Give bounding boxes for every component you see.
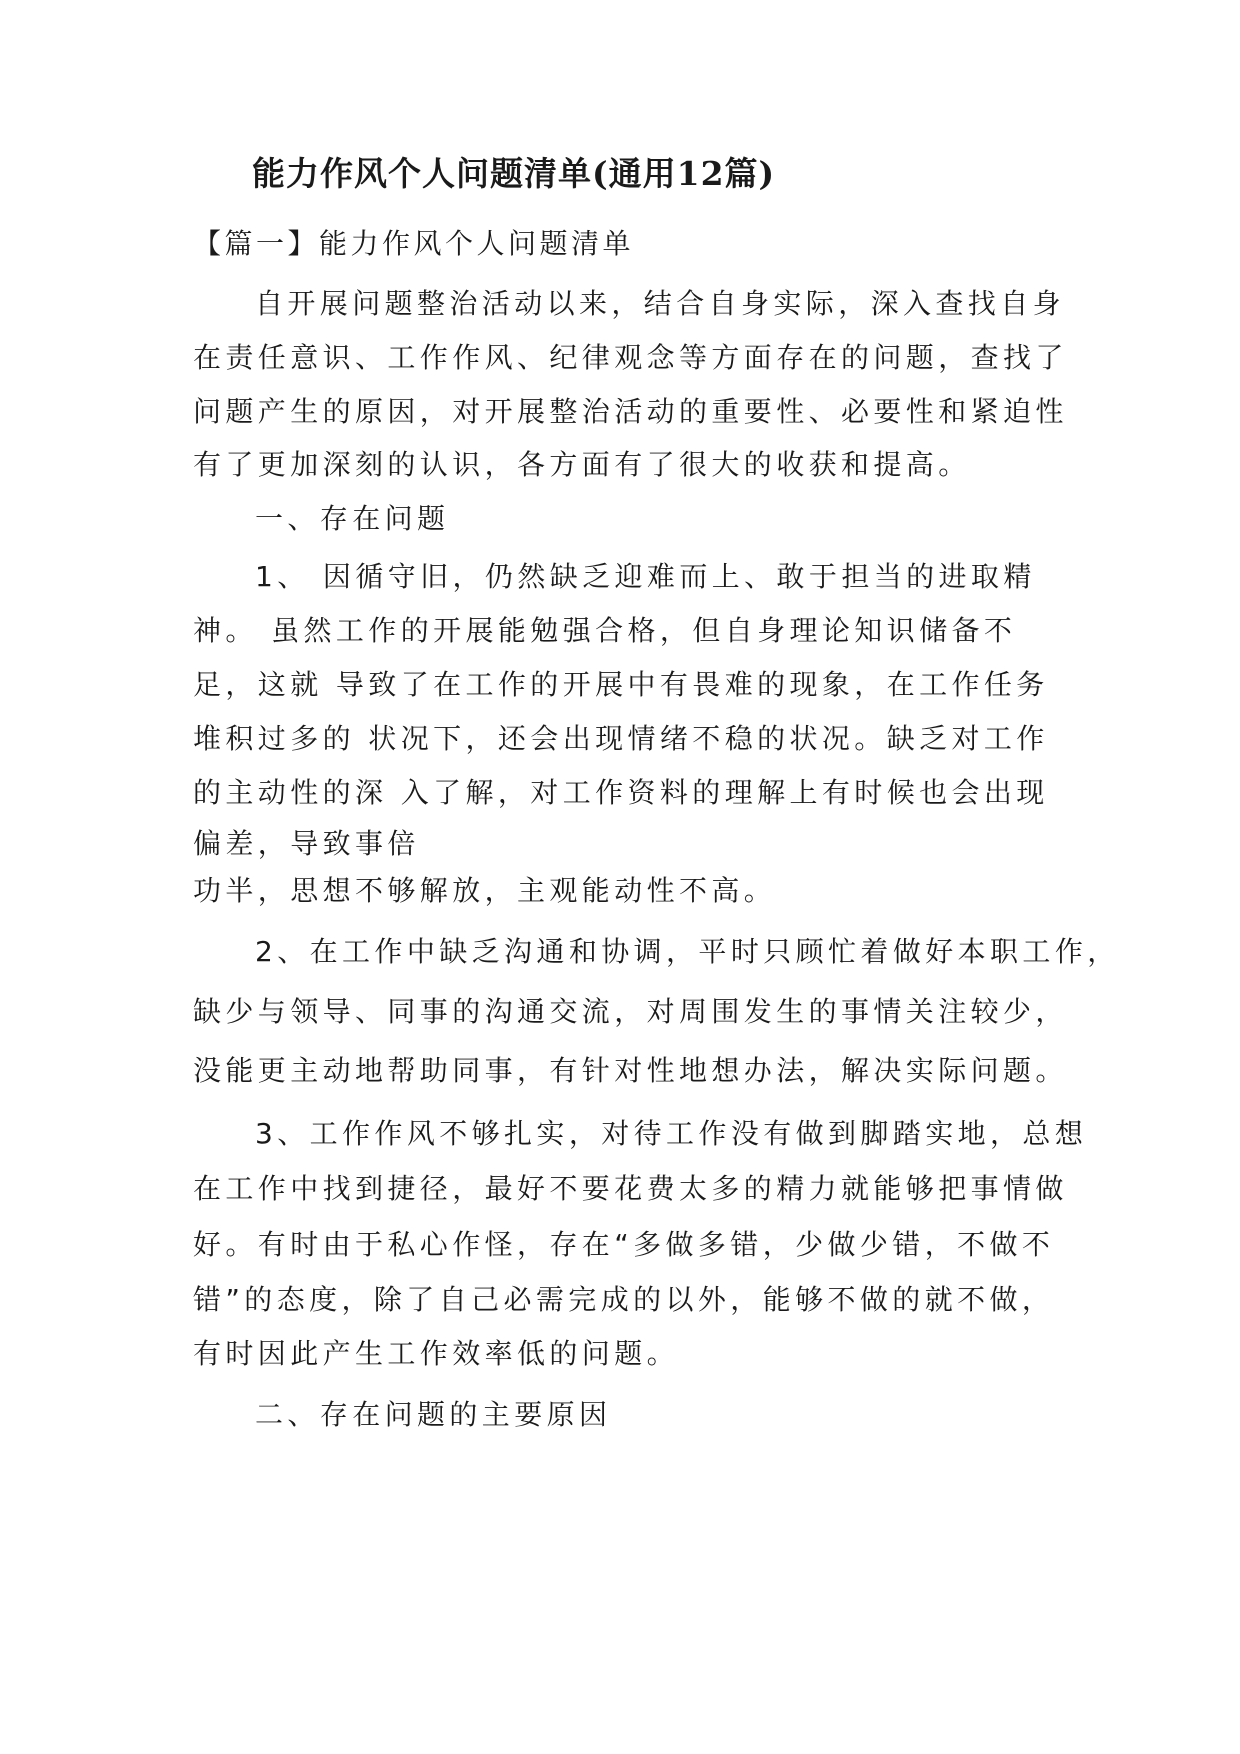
document-title: 能力作风个人问题清单(通用12篇) bbox=[252, 154, 776, 193]
subheading: 二、存在问题的主要原因 bbox=[255, 1398, 612, 1431]
paragraph-line: 的主动性的深 入了解，对工作资料的理解上有时候也会出现 bbox=[193, 776, 1049, 809]
paragraph-line: 自开展问题整治活动以来，结合自身实际，深入查找自身 bbox=[255, 287, 1066, 320]
paragraph-line: 3、工作作风不够扎实，对待工作没有做到脚踏实地，总想 bbox=[255, 1117, 1088, 1150]
paragraph-line: 好。有时由于私心作怪，存在“多做多错，少做少错，不做不 bbox=[193, 1228, 1055, 1261]
paragraph-line: 错”的态度，除了自己必需完成的以外，能够不做的就不做， bbox=[193, 1283, 1055, 1316]
paragraph-line: 2、在工作中缺乏沟通和协调，平时只顾忙着做好本职工作， bbox=[255, 935, 1120, 968]
paragraph-line: 问题产生的原因，对开展整治活动的重要性、必要性和紧迫性 bbox=[193, 395, 1068, 428]
paragraph-line: 功半，思想不够解放，主观能动性不高。 bbox=[193, 874, 777, 907]
section-heading: 【篇一】能力作风个人问题清单 bbox=[193, 227, 635, 260]
paragraph-line: 缺少与领导、同事的沟通交流，对周围发生的事情关注较少， bbox=[193, 995, 1068, 1028]
paragraph-line: 足，这就 导致了在工作的开展中有畏难的现象，在工作任务 bbox=[193, 668, 1049, 701]
subheading: 一、存在问题 bbox=[255, 502, 450, 535]
paragraph-line: 偏差，导致事倍 bbox=[193, 827, 420, 860]
paragraph-line: 神。 虽然工作的开展能勉强合格，但自身理论知识储备不 bbox=[193, 614, 1017, 647]
paragraph-line: 没能更主动地帮助同事，有针对性地想办法，解决实际问题。 bbox=[193, 1054, 1068, 1087]
paragraph-line: 堆积过多的 状况下，还会出现情绪不稳的状况。缺乏对工作 bbox=[193, 722, 1049, 755]
paragraph-line: 有了更加深刻的认识，各方面有了很大的收获和提高。 bbox=[193, 448, 971, 481]
paragraph-line: 1、 因循守旧，仍然缺乏迎难而上、敢于担当的进取精 bbox=[255, 560, 1036, 593]
paragraph-line: 在工作中找到捷径，最好不要花费太多的精力就能够把事情做 bbox=[193, 1172, 1068, 1205]
paragraph-line: 在责任意识、工作作风、纪律观念等方面存在的问题，查找了 bbox=[193, 341, 1068, 374]
paragraph-line: 有时因此产生工作效率低的问题。 bbox=[193, 1337, 680, 1370]
